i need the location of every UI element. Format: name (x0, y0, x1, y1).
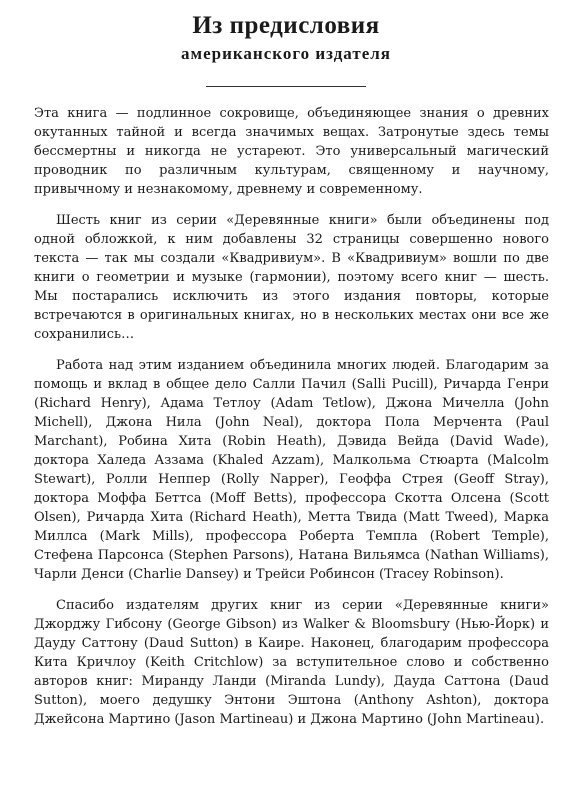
title-divider (206, 86, 366, 87)
body-text (34, 104, 549, 741)
paragraph-quadrivium: Шесть книг из серии «Деревянные книги» были объединены под одной обложкой, к ним добавлены 32 страницы совершенно нового текста — так мы создали «Квадривиум». В «Квадривиум» вошли по две книги о геометрии и музыке (гармонии), поэтому всего книг — шесть. Мы постарались исключить из этого издания повторы, которые встречаются в оригинальных книгах, но в нескольких местах они все же сохранились… (34, 213, 549, 342)
paragraph-acknowledgements: Работа над этим изданием объединила многих людей. Благодарим за помощь и вклад в общее дело Салли Пачил (Salli Pucill), Ричарда Генри (Richard Henry), Адама Тетлоу (Adam Tetlow), Джона Мичелла (John Michell), Джона Нила (John Neal), доктора Пола Мерчента (Paul Marchant), Робина Хита (Robin Heath), Дэвида Вейда (David Wade), доктора Халеда Аззама (Khaled Azzam), Малкольма Стюарта (Malcolm Stewart), Ролли Неппер (Rolly Napper), Геоффа Стрея (Geoff Stray), доктора Моффа Беттса (Moff Betts), профессора Скотта Олсена (Scott Olsen), Ричарда Хита (Richard Heath), Метта Твида (Matt Tweed), Марка Миллса (Mark Mills), профессора Роберта Темпла (Robert Temple), Стефена Парсонса (Stephen Parsons), Натана Вильямса (Nathan Williams), Чарли Денси (Charlie Dansey) и Трейси Робинсон (Tracey Robinson). (34, 358, 549, 582)
page-subtitle: американского издателя (181, 44, 391, 63)
paragraph-intro: Эта книга — подлинное сокровище, объединяющее знания о древних окутанных тайной и всегда значимых вещах. Затронутые здесь темы бессмертны и никогда не устареют. Это универсальный магический проводник по различным культурам, священному и научному, привычному и незнакомому, древнему и современному. (34, 106, 549, 197)
paragraph-thanks: Спасибо издателям других книг из серии «Деревянные книги» Джорджу Гибсону (George Gibson) из Walker & Bloomsbury (Нью-Йорк) и Дауду Саттону (Daud Sutton) в Каире. Наконец, благодарим профессора Кита Кричлоу (Keith Critchlow) за вступительное слово и собственно авторов книг: Миранду Ланди (Miranda Lundy), Дауда Саттона (Daud Sutton), моего дедушку Энтони Эштона (Anthony Ashton), доктора Джейсона Мартино (Jason Martineau) и Джона Мартино (John Martineau). (34, 598, 549, 727)
page-title: Из предисловия (192, 12, 380, 39)
